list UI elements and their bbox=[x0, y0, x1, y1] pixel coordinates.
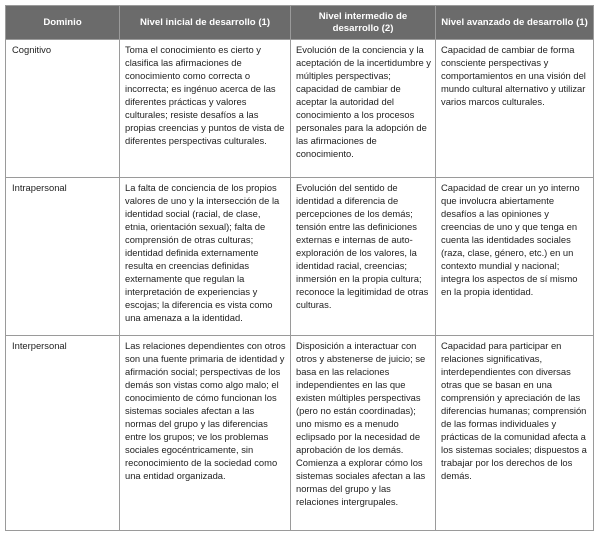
intermediate-level-cell: Evolución del sentido de identidad a diferencia de percepciones de los demás; tensión entre las definiciones externas e internas de auto-exploración de los valores, la identidad racial, creencias; inmersión en la propia cultura; reconoce la legitimidad de otras culturas. bbox=[291, 178, 436, 336]
table-row-cognitive bbox=[6, 40, 594, 178]
table-header bbox=[6, 6, 594, 40]
domain-cell: Interpersonal bbox=[6, 336, 120, 531]
domain-cell: Intrapersonal bbox=[6, 178, 120, 336]
initial-level-cell: Toma el conocimiento es cierto y clasifica las afirmaciones de conocimiento como correcta o incorrecta; es ingénuo acerca de las diferentes prácticas y valores culturales; resiste desafíos a las propias creencias y puntos de vista de diferentes perspectivas culturales. bbox=[120, 40, 291, 178]
header-domain: Dominio bbox=[6, 6, 120, 40]
development-levels-table bbox=[5, 5, 594, 531]
initial-level-cell: Las relaciones dependientes con otros son una fuente primaria de identidad y afirmación social; perspectivas de los demás son vistas como algo malo; el conocimiento de cómo funcionan los sistemas sociales afectan a las normas del grupo y las diferencias entre los grupos; ve los problemas sociales egocéntricamente, sin reconocimiento de la sociedad como una entidad organizada. bbox=[120, 336, 291, 531]
advanced-level-cell: Capacidad de cambiar de forma consciente perspectivas y comportamientos en una visión del mundo cultural alternativo y utilizar varios marcos culturales. bbox=[436, 40, 594, 178]
header-intermediate-level: Nivel intermedio de desarrollo (2) bbox=[291, 6, 436, 40]
intermediate-level-cell: Disposición a interactuar con otros y abstenerse de juicio; se basa en las relaciones independientes en las que existen múltiples perspectivas (pero no están coordinadas); uno mismo es a menudo eclipsado por la necesidad de aprobación de los demás. Comienza a explorar cómo los sistemas sociales afectan a las normas del grupo y las relaciones intergrupales. bbox=[291, 336, 436, 531]
initial-level-cell: La falta de conciencia de los propios valores de uno y la intersección de la identidad social (racial, de clase, etnia, orientación sexual); falta de comprensión de otras culturas; identidad definida externamente resulta en creencias definidas externamente que regulan la interpretación de experiencias y escojas; la diferencia es vista como una amenaza a la identidad. bbox=[120, 178, 291, 336]
header-initial-level: Nivel inicial de desarrollo (1) bbox=[120, 6, 291, 40]
table-row-interpersonal bbox=[6, 336, 594, 531]
domain-cell: Cognitivo bbox=[6, 40, 120, 178]
table-body bbox=[6, 40, 594, 531]
header-row bbox=[6, 6, 594, 40]
table-row-intrapersonal bbox=[6, 178, 594, 336]
intermediate-level-cell: Evolución de la conciencia y la aceptación de la incertidumbre y múltiples perspectivas; capacidad de cambiar de aceptar la autoridad del conocimiento a los procesos personales para la adopción de las afirmaciones de conocimiento. bbox=[291, 40, 436, 178]
advanced-level-cell: Capacidad de crear un yo interno que involucra abiertamente desafíos a las opiniones y creencias de uno y que tenga en cuenta las identidades sociales (raza, clase, género, etc.) en un contexto mundial y nacional; integra los aspectos de sí mismo en la propia identidad. bbox=[436, 178, 594, 336]
advanced-level-cell: Capacidad para participar en relaciones significativas, interdependientes con diversas otras que se basan en una comprensión y apreciación de las diferencias humanas; comprensión de las formas individuales y prácticas de la comunidad afecta a los sistemas sociales; dispuestos a trabajar por los derechos de los demás. bbox=[436, 336, 594, 531]
header-advanced-level: Nivel avanzado de desarrollo (1) bbox=[436, 6, 594, 40]
